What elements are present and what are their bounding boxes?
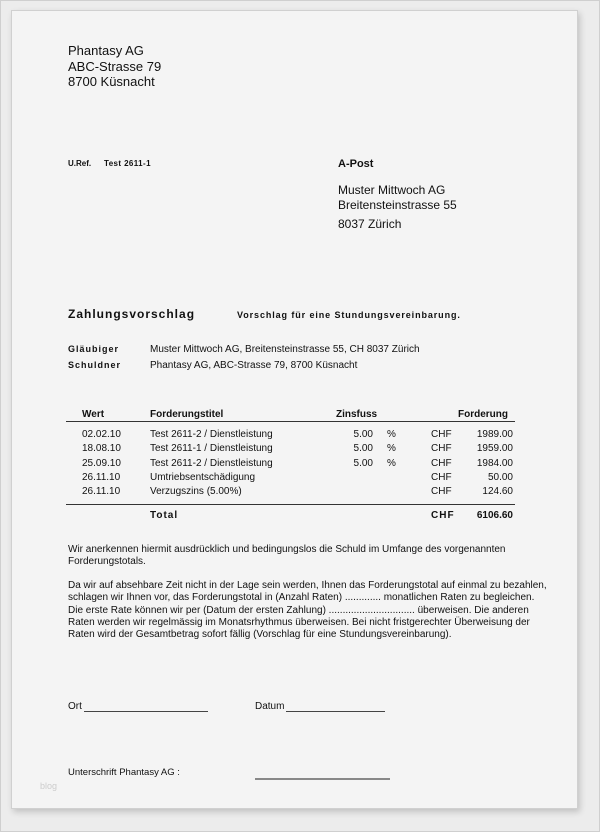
document-subtitle: Vorschlag für eine Stundungsvereinbarung. (237, 310, 461, 320)
watermark: blog (40, 781, 58, 791)
row-amount: 124.60 (482, 486, 513, 497)
row-title: Test 2611-1 / Dienstleistung (150, 443, 273, 454)
row-rate: 5.00 (353, 429, 373, 440)
acknowledgement-paragraph: Wir anerkennen hiermit ausdrücklich und bedingungslos die Schuld im Umfange des vorgenannten Forderungstotals. (68, 544, 506, 568)
reference-label: U.Ref. (68, 159, 92, 168)
signature-label: Unterschrift Phantasy AG : (68, 767, 180, 778)
creditor-value: Muster Mittwoch AG, Breitensteinstrasse 55, CH 8037 Zürich (150, 344, 420, 355)
sender-city: 8700 Küsnacht (68, 74, 155, 89)
row-date: 26.11.10 (82, 486, 121, 497)
date-label: Datum (255, 701, 285, 712)
row-cur: CHF (431, 458, 452, 469)
row-pct: % (387, 429, 396, 440)
row-title: Verzugszins (5.00%) (150, 486, 242, 497)
row-amount: 1984.00 (476, 458, 513, 469)
row-date: 26.11.10 (82, 472, 121, 483)
row-rate: 5.00 (353, 458, 373, 469)
row-title: Test 2611-2 / Dienstleistung (150, 429, 273, 440)
recipient-city: 8037 Zürich (338, 217, 402, 231)
total-currency: CHF (431, 510, 455, 521)
header-divider (66, 421, 515, 422)
debtor-value: Phantasy AG, ABC-Strasse 79, 8700 Küsnacht (150, 360, 358, 371)
document-title: Zahlungsvorschlag (68, 307, 196, 321)
row-date: 02.02.10 (82, 429, 121, 440)
date-line[interactable] (286, 711, 385, 712)
debtor-label: Schuldner (68, 360, 122, 370)
proposal-paragraph: Da wir auf absehbare Zeit nicht in der Lage sein werden, Ihnen das Forderungstotal auf einmal zu bezahlen, schlagen wir Ihnen vor, das Forderungstotal in (Anzahl Raten) ............. monatlichen Raten zu begleichen. Die erste Rate können wir per (Datum der ersten Zahlung) ............................... überweisen. Die anderen Raten werden wir regelmässig im Monatsrhythmus überweisen. Bei nicht fristgerechter Überweisung der Raten wird der Gesamtbetrag sofort fällig (Vorschlag für eine Stundungsvereinbarung). (68, 580, 547, 641)
total-amount: 6106.60 (476, 510, 513, 521)
row-amount: 1989.00 (476, 429, 513, 440)
place-line[interactable] (84, 711, 208, 712)
row-date: 25.09.10 (82, 458, 121, 469)
creditor-label: Gläubiger (68, 344, 120, 354)
row-cur: CHF (431, 429, 452, 440)
header-amount: Forderung (458, 409, 508, 420)
reference-value: Test 2611-1 (104, 159, 151, 168)
recipient-name: Muster Mittwoch AG (338, 183, 446, 197)
total-divider (66, 504, 515, 505)
header-rate: Zinsfuss (336, 409, 378, 420)
row-cur: CHF (431, 486, 452, 497)
header-date: Wert (82, 409, 105, 420)
row-amount: 50.00 (487, 472, 513, 483)
row-rate: 5.00 (353, 443, 373, 454)
row-cur: CHF (431, 472, 452, 483)
row-title: Test 2611-2 / Dienstleistung (150, 458, 273, 469)
sender-name: Phantasy AG (68, 43, 144, 58)
row-title: Umtriebsentschädigung (150, 472, 256, 483)
row-pct: % (387, 458, 396, 469)
row-amount: 1959.00 (476, 443, 513, 454)
total-label: Total (150, 510, 179, 521)
place-label: Ort (68, 701, 82, 712)
sender-street: ABC-Strasse 79 (68, 59, 162, 74)
shipping-method: A-Post (338, 158, 374, 170)
row-pct: % (387, 443, 396, 454)
signature-line[interactable] (255, 778, 390, 780)
row-date: 18.08.10 (82, 443, 121, 454)
header-title: Forderungstitel (150, 409, 224, 420)
row-cur: CHF (431, 443, 452, 454)
recipient-street: Breitensteinstrasse 55 (338, 198, 457, 212)
